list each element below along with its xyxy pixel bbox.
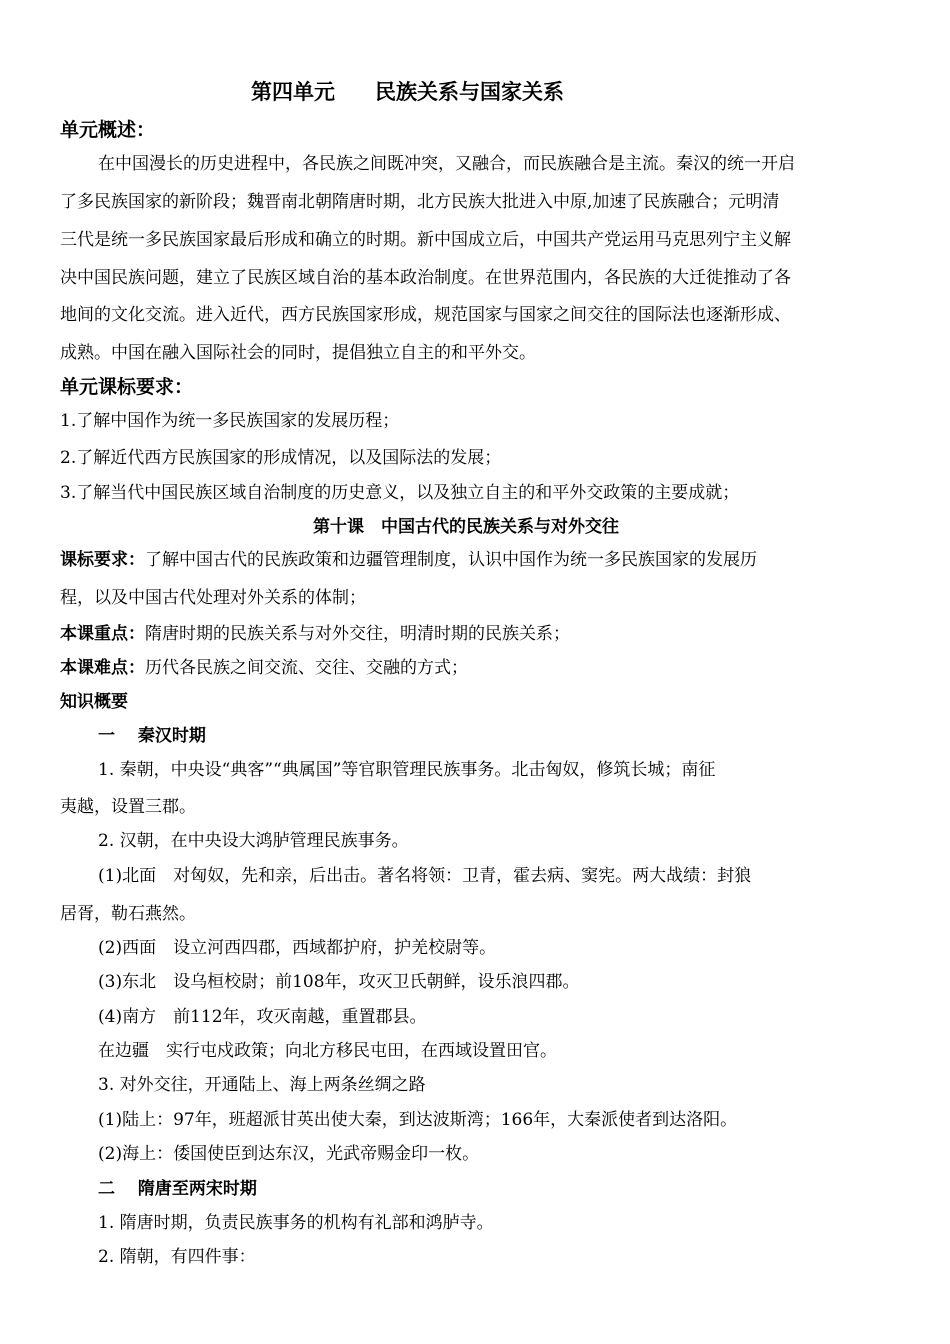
section-1-para-1-line-1: 1. 秦朝，中央设“典客”“典属国”等官职管理民族事务。北击匈奴，修筑长城；南征 bbox=[98, 760, 716, 780]
requirement-label: 课标要求： bbox=[60, 550, 145, 570]
lesson-requirement-line-2: 程，以及中国古代处理对外关系的体制； bbox=[60, 588, 366, 608]
section-1-para-10: (2)海上：倭国使臣到达东汉，光武帝赐金印一枚。 bbox=[98, 1144, 480, 1164]
unit-title-text: 民族关系与国家关系 bbox=[375, 80, 564, 104]
key-point-text: 隋唐时期的民族关系与对外交往，明清时期的民族关系； bbox=[145, 624, 570, 644]
overview-line-6: 成熟。中国在融入国际社会的同时，提倡独立自主的和平外交。 bbox=[60, 343, 536, 363]
section-1-para-3-line-1: (1)北面 对匈奴，先和亲，后出击。著名将领：卫青，霍去病、窦宪。两大战绩：封狼 bbox=[98, 866, 752, 886]
section-2-title: 二 隋唐至两宋时期 bbox=[98, 1179, 257, 1199]
knowledge-heading: 知识概要 bbox=[60, 692, 128, 712]
section-1-para-3-line-2: 居胥，勒石燕然。 bbox=[60, 904, 196, 924]
standard-item-1: 1.了解中国作为统一多民族国家的发展历程； bbox=[60, 411, 400, 431]
unit-title bbox=[251, 80, 564, 104]
section-1-para-9: (1)陆上：97年，班超派甘英出使大秦，到达波斯湾；166年，大秦派使者到达洛阳。 bbox=[98, 1110, 738, 1130]
difficulty-text: 历代各民族之间交流、交往、交融的方式； bbox=[145, 658, 468, 678]
section-1-para-2: 2. 汉朝，在中央设大鸿胪管理民族事务。 bbox=[98, 831, 409, 851]
overview-line-1: 在中国漫长的历史进程中，各民族之间既冲突，又融合，而民族融合是主流。秦汉的统一开启 bbox=[98, 154, 795, 174]
key-point-label: 本课重点： bbox=[60, 624, 145, 644]
standard-item-2: 2.了解近代西方民族国家的形成情况，以及国际法的发展； bbox=[60, 448, 502, 468]
section-1-para-6: (4)南方 前112年，攻灭南越，重置郡县。 bbox=[98, 1007, 427, 1027]
difficulty-label: 本课难点： bbox=[60, 658, 145, 678]
section-1-para-7: 在边疆 实行屯戍政策；向北方移民屯田，在西域设置田官。 bbox=[98, 1041, 557, 1061]
overview-line-4: 决中国民族问题，建立了民族区域自治的基本政治制度。在世界范围内，各民族的大迁徙推动了各 bbox=[60, 268, 791, 288]
overview-heading: 单元概述： bbox=[60, 119, 156, 141]
requirement-text: 了解中国古代的民族政策和边疆管理制度，认识中国作为统一多民族国家的发展历 bbox=[145, 550, 757, 570]
lesson-requirement-line-1 bbox=[60, 548, 757, 572]
overview-line-5: 地间的文化交流。进入近代，西方民族国家形成，规范国家与国家之间交往的国际法也逐渐形成、 bbox=[60, 305, 791, 325]
lesson-title: 第十课 中国古代的民族关系与对外交往 bbox=[313, 517, 619, 537]
section-1-para-1-line-2: 夷越，设置三郡。 bbox=[60, 797, 196, 817]
overview-line-2: 了多民族国家的新阶段；魏晋南北朝隋唐时期，北方民族大批进入中原,加速了民族融合；元明清 bbox=[60, 192, 780, 212]
standards-heading: 单元课标要求： bbox=[60, 376, 194, 398]
section-2-para-1: 1. 隋唐时期，负责民族事务的机构有礼部和鸿胪寺。 bbox=[98, 1213, 494, 1233]
key-point bbox=[60, 622, 570, 646]
section-1-para-4: (2)西面 设立河西四郡，西域都护府，护羌校尉等。 bbox=[98, 938, 497, 958]
section-2-para-2: 2. 隋朝，有四件事： bbox=[98, 1247, 256, 1267]
section-1-para-8: 3. 对外交往，开通陆上、海上两条丝绸之路 bbox=[98, 1075, 426, 1095]
section-1-title: 一 秦汉时期 bbox=[98, 726, 206, 746]
unit-title-number: 第四单元 bbox=[251, 80, 335, 104]
standard-item-3: 3.了解当代中国民族区域自治制度的历史意义，以及独立自主的和平外交政策的主要成就； bbox=[60, 483, 740, 503]
difficulty-point bbox=[60, 656, 468, 680]
overview-line-3: 三代是统一多民族国家最后形成和确立的时期。新中国成立后，中国共产党运用马克思列宁主义解 bbox=[60, 230, 791, 250]
section-1-para-5: (3)东北 设乌桓校尉；前108年，攻灭卫氏朝鲜，设乐浪四郡。 bbox=[98, 972, 580, 992]
